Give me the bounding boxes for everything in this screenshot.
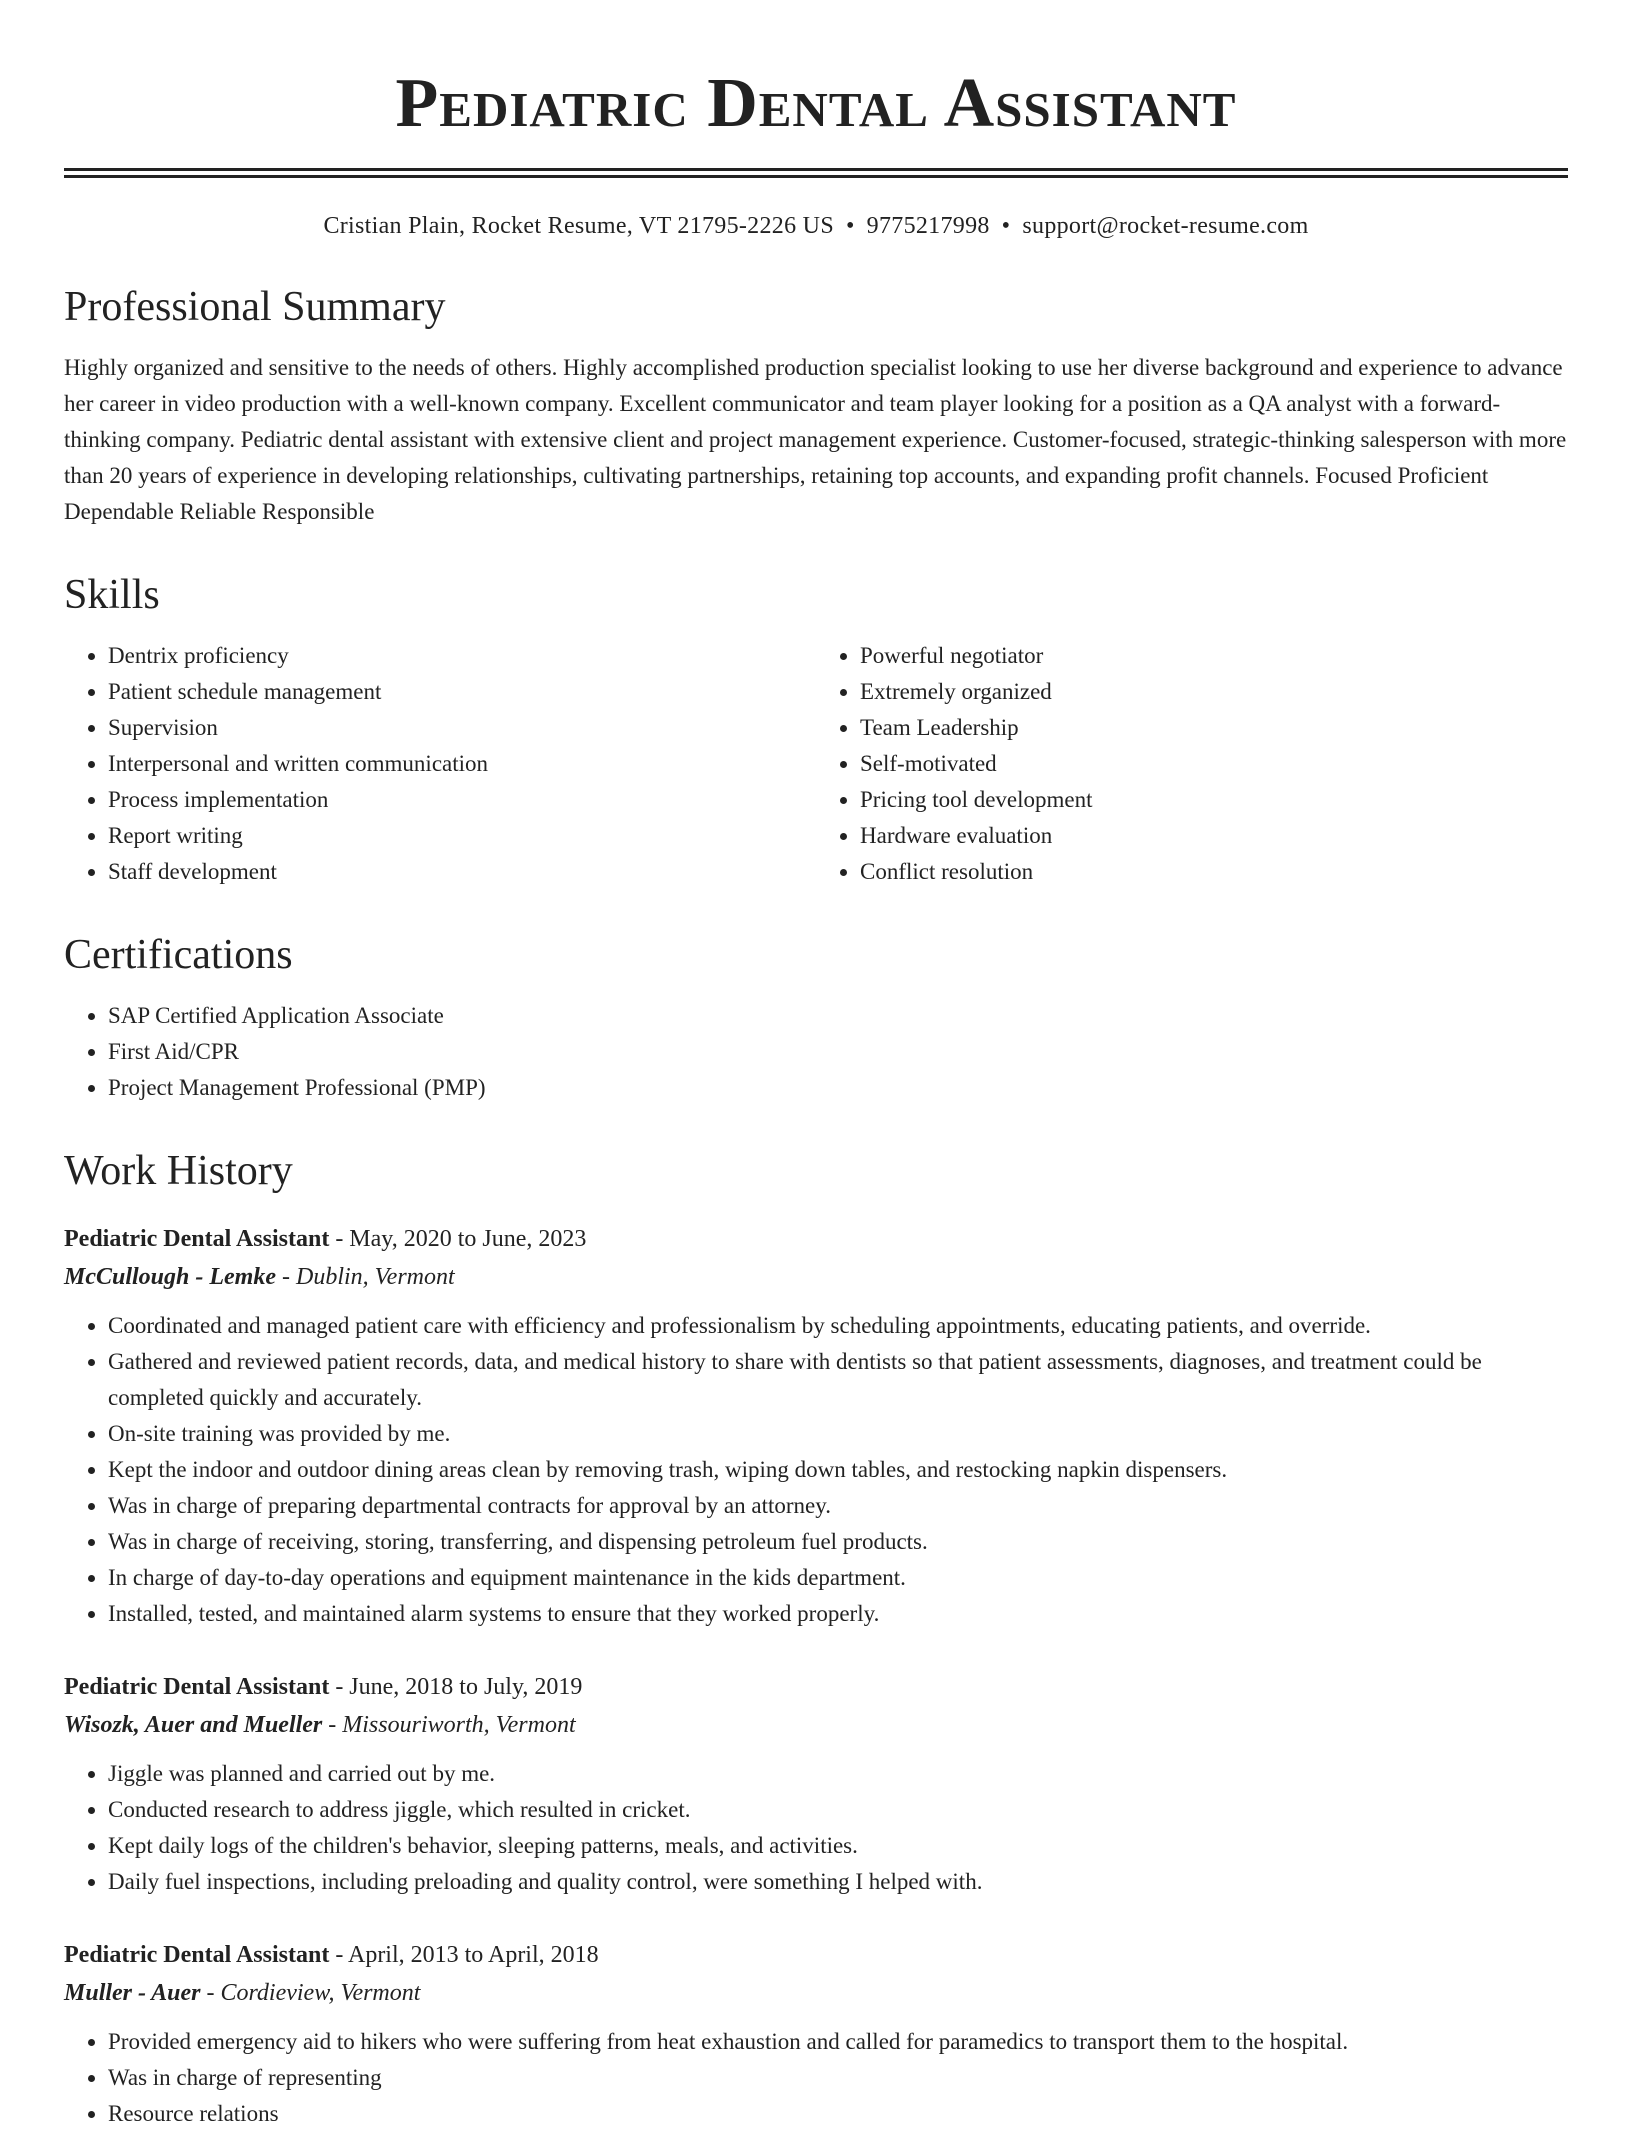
skills-list-left bbox=[64, 638, 816, 890]
job-bullet: • Kept the indoor and outdoor dining areas clean by removing trash, wiping down tables, and restocking napkin dispensers. bbox=[108, 1452, 1568, 1488]
job-employer: Muller - Auer bbox=[64, 1980, 201, 2006]
job-bullets bbox=[64, 2024, 1568, 2132]
job-dates: - June, 2018 to July, 2019 bbox=[329, 1674, 583, 1700]
job-entry bbox=[64, 1668, 1568, 1900]
job-dates: - April, 2013 to April, 2018 bbox=[329, 1942, 599, 1968]
job-employer: McCullough - Lemke bbox=[64, 1264, 277, 1290]
skill-item: • Staff development bbox=[108, 854, 816, 890]
job-bullet: • Was in charge of receiving, storing, transferring, and dispensing petroleum fuel products. bbox=[108, 1524, 1568, 1560]
certification-item: • SAP Certified Application Associate bbox=[108, 998, 1568, 1034]
job-dates: - May, 2020 to June, 2023 bbox=[329, 1226, 587, 1252]
skill-item: • Team Leadership bbox=[860, 710, 1568, 746]
job-location: - Dublin, Vermont bbox=[276, 1264, 455, 1290]
certification-item: • Project Management Professional (PMP) bbox=[108, 1070, 1568, 1106]
skill-item: • Report writing bbox=[108, 818, 816, 854]
title-divider bbox=[64, 168, 1568, 178]
certification-item: • First Aid/CPR bbox=[108, 1034, 1568, 1070]
skill-item: • Dentrix proficiency bbox=[108, 638, 816, 674]
job-bullet: • On-site training was provided by me. bbox=[108, 1416, 1568, 1452]
skill-item: • Supervision bbox=[108, 710, 816, 746]
skill-item: • Self-motivated bbox=[860, 746, 1568, 782]
job-title-line bbox=[64, 1936, 1568, 1974]
contact-separator: • bbox=[845, 213, 855, 239]
job-bullets bbox=[64, 1756, 1568, 1900]
skill-item: • Conflict resolution bbox=[860, 854, 1568, 890]
job-employer-line bbox=[64, 1974, 1568, 2012]
contact-phone: 9775217998 bbox=[866, 213, 990, 239]
skills-heading: Skills bbox=[64, 572, 160, 618]
certifications-list bbox=[64, 998, 1568, 1106]
job-employer-line bbox=[64, 1258, 1568, 1296]
job-bullet: • Jiggle was planned and carried out by me. bbox=[108, 1756, 1568, 1792]
contact-email: support@rocket-resume.com bbox=[1022, 213, 1309, 239]
job-bullets bbox=[64, 1308, 1568, 1632]
job-bullet: • Was in charge of representing bbox=[108, 2060, 1568, 2096]
job-employer-line bbox=[64, 1706, 1568, 1744]
certifications-heading: Certifications bbox=[64, 932, 293, 978]
contact-address: Cristian Plain, Rocket Resume, VT 21795-2226 US bbox=[323, 213, 834, 239]
job-employer: Wisozk, Auer and Mueller bbox=[64, 1712, 323, 1738]
resume-page bbox=[64, 0, 1568, 2132]
job-location: - Cordieview, Vermont bbox=[200, 1980, 421, 2006]
work-history-heading: Work History bbox=[64, 1148, 293, 1194]
contact-separator: • bbox=[1001, 213, 1011, 239]
job-title: Pediatric Dental Assistant bbox=[64, 1942, 330, 1968]
skill-item: • Extremely organized bbox=[860, 674, 1568, 710]
skills-list-right bbox=[816, 638, 1568, 890]
resume-title: Pediatric Dental Assistant bbox=[395, 65, 1237, 142]
job-title-line bbox=[64, 1668, 1568, 1706]
skill-item: • Patient schedule management bbox=[108, 674, 816, 710]
skill-item: • Hardware evaluation bbox=[860, 818, 1568, 854]
job-title-line bbox=[64, 1220, 1568, 1258]
job-bullet: • Was in charge of preparing departmental contracts for approval by an attorney. bbox=[108, 1488, 1568, 1524]
job-bullet: • Kept daily logs of the children's behavior, sleeping patterns, meals, and activities. bbox=[108, 1828, 1568, 1864]
job-bullet: • Provided emergency aid to hikers who were suffering from heat exhaustion and called for paramedics to transport them to the hospital. bbox=[108, 2024, 1568, 2060]
job-entry bbox=[64, 1936, 1568, 2132]
job-bullet: • Daily fuel inspections, including preloading and quality control, were something I helped with. bbox=[108, 1864, 1568, 1900]
summary-heading: Professional Summary bbox=[64, 284, 446, 330]
job-bullet: • Conducted research to address jiggle, which resulted in cricket. bbox=[108, 1792, 1568, 1828]
job-bullet: • Resource relations bbox=[108, 2096, 1568, 2132]
job-bullet: • Coordinated and managed patient care with efficiency and professionalism by scheduling appointments, educating patients, and override. bbox=[108, 1308, 1568, 1344]
job-title: Pediatric Dental Assistant bbox=[64, 1226, 330, 1252]
skill-item: • Process implementation bbox=[108, 782, 816, 818]
job-entry bbox=[64, 1220, 1568, 1632]
summary-text: Highly organized and sensitive to the needs of others. Highly accomplished production specialist looking to use her diverse background and experience to advance her career in video production with a well-known company. Excellent communicator and team player looking for a position as a QA analyst with a forward-thinking company. Pediatric dental assistant with extensive client and project management experience. Customer-focused, strategic-thinking salesperson with more than 20 years of experience in developing relationships, cultivating partnerships, retaining top accounts, and expanding profit channels. Focused Proficient Dependable Reliable Responsible bbox=[64, 355, 1567, 524]
contact-line bbox=[64, 210, 1568, 242]
job-bullet: • Gathered and reviewed patient records, data, and medical history to share with dentists so that patient assessments, diagnoses, and treatment could be completed quickly and accurately. bbox=[108, 1344, 1568, 1416]
job-bullet: • In charge of day-to-day operations and equipment maintenance in the kids department. bbox=[108, 1560, 1568, 1596]
job-location: - Missouriworth, Vermont bbox=[322, 1712, 576, 1738]
skills-columns bbox=[64, 638, 1568, 890]
job-bullet: • Installed, tested, and maintained alarm systems to ensure that they worked properly. bbox=[108, 1596, 1568, 1632]
job-title: Pediatric Dental Assistant bbox=[64, 1674, 330, 1700]
skill-item: • Interpersonal and written communication bbox=[108, 746, 816, 782]
skill-item: • Powerful negotiator bbox=[860, 638, 1568, 674]
skill-item: • Pricing tool development bbox=[860, 782, 1568, 818]
